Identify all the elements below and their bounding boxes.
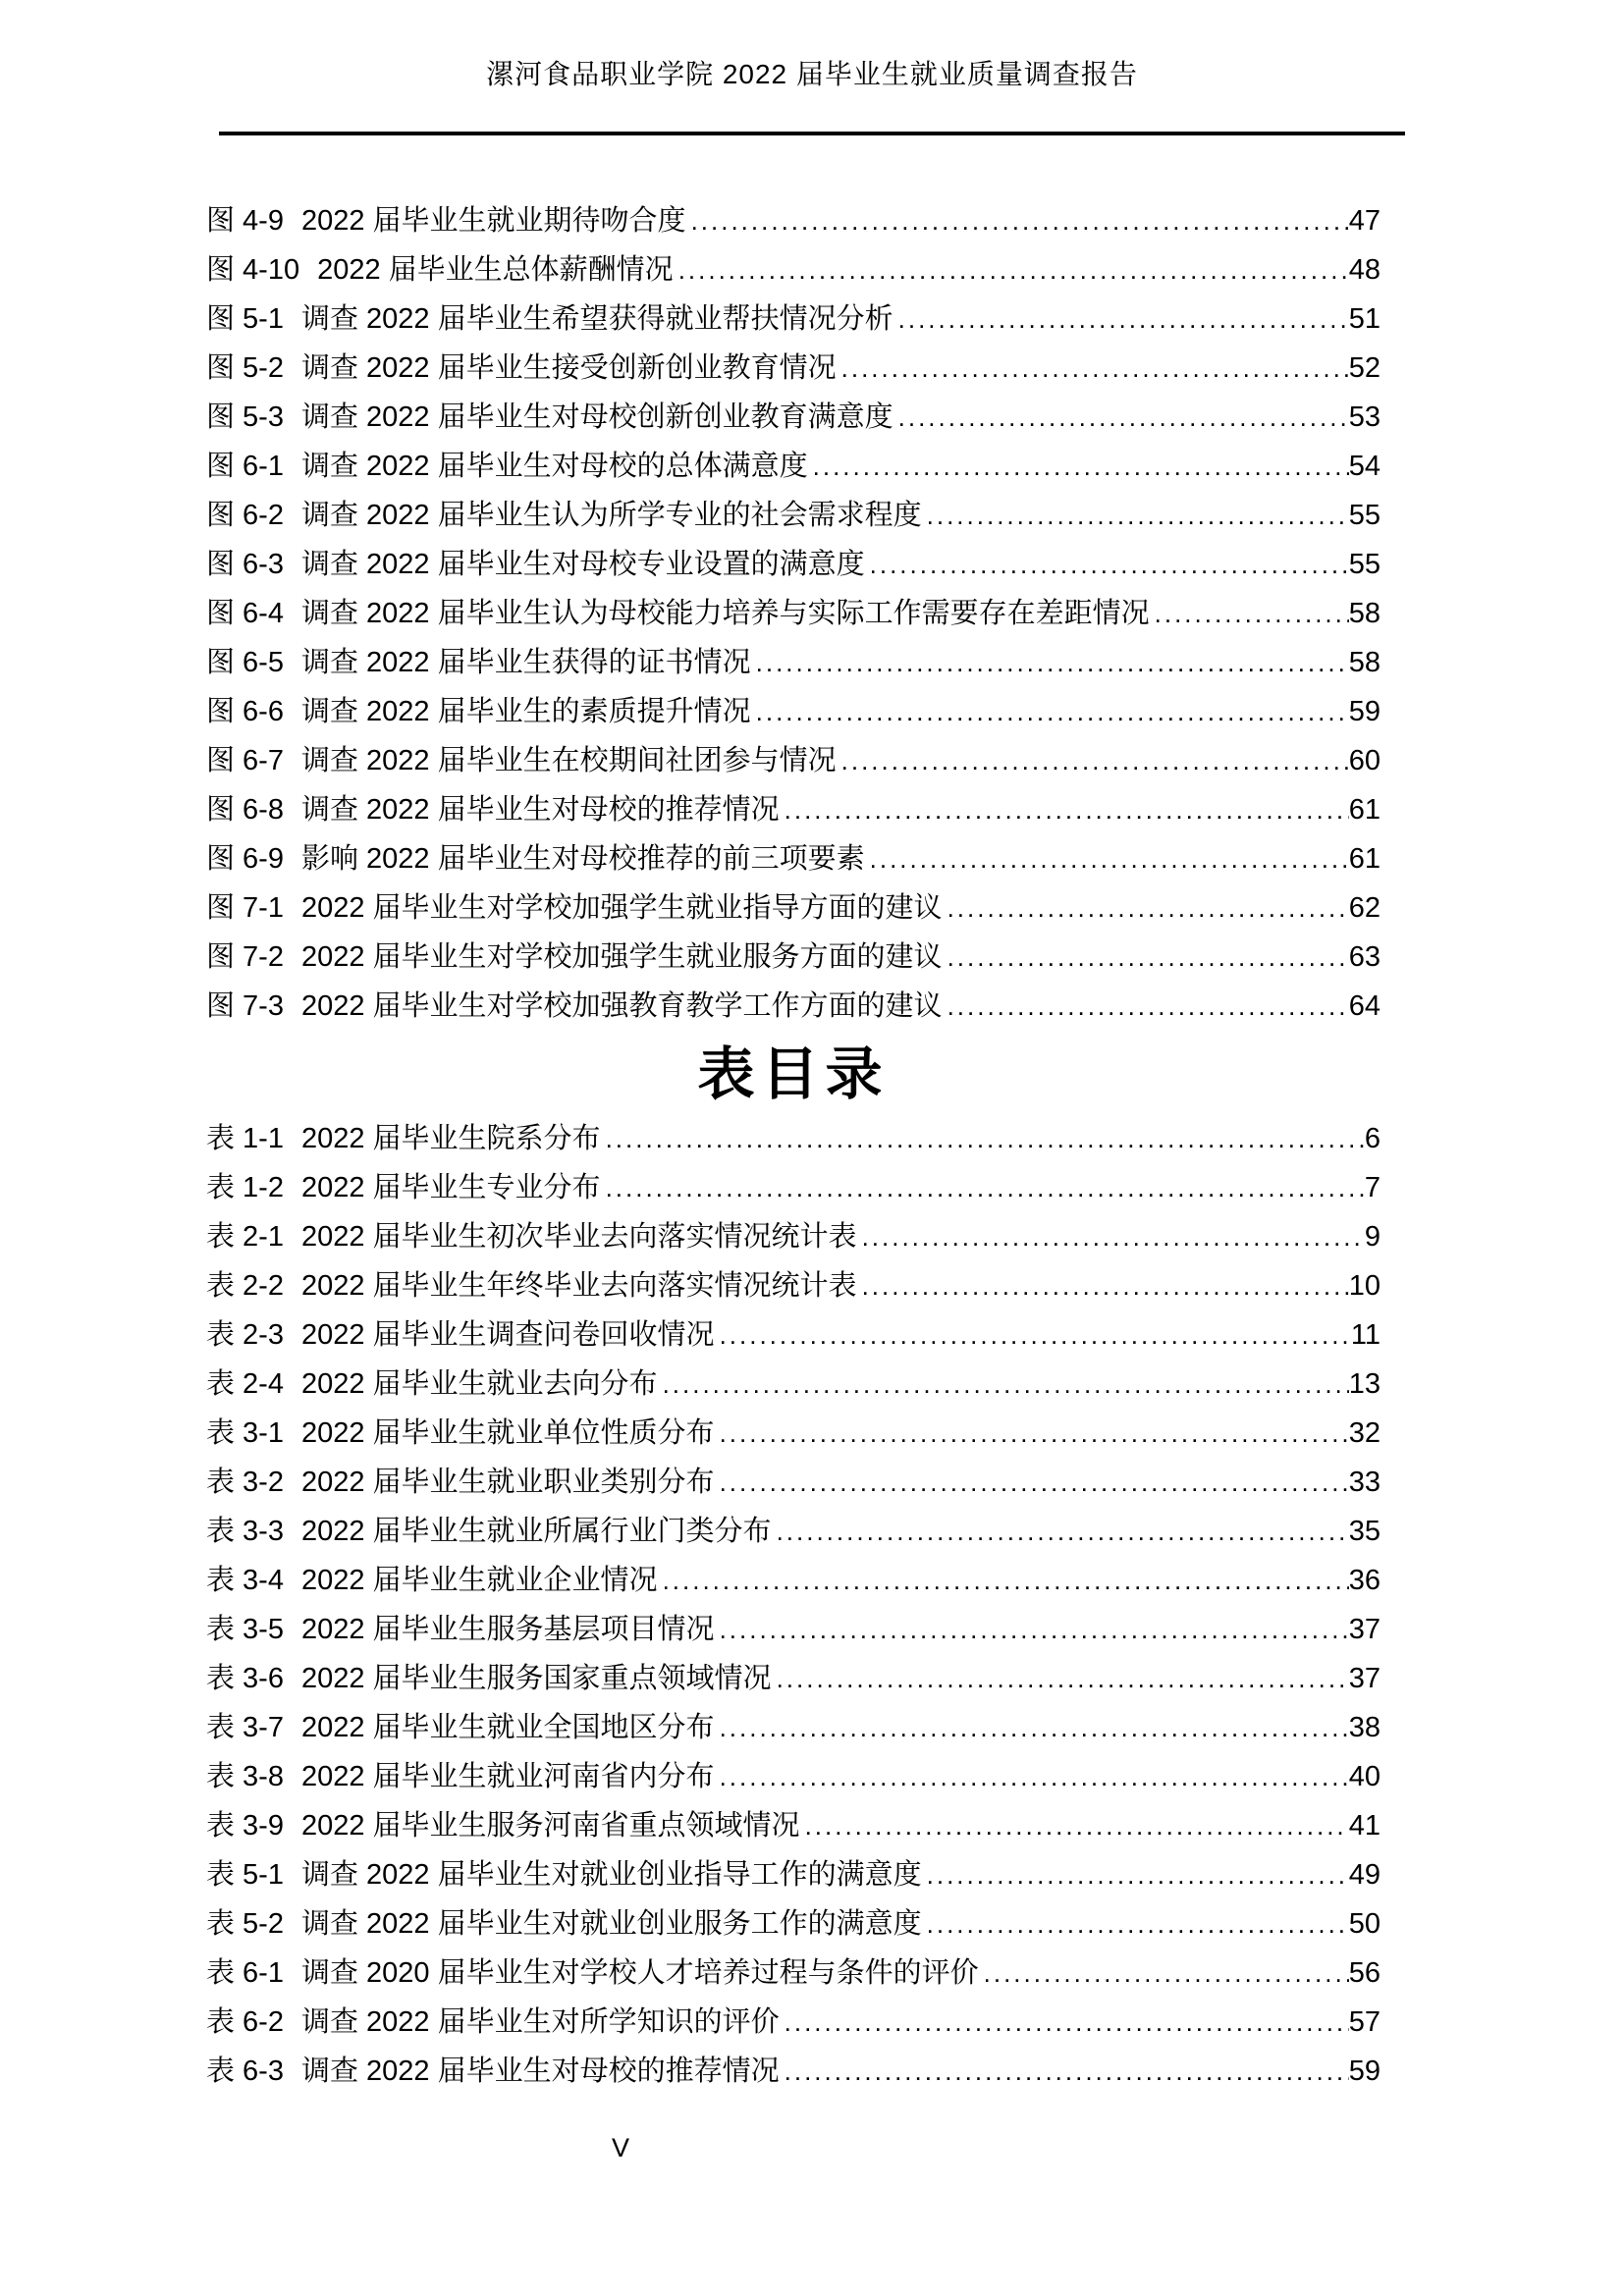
toc-entry-title: 2022 届毕业生就业河南省内分布	[300, 1761, 715, 1792]
toc-entry-label: 表 1-1	[206, 1123, 284, 1154]
toc-entry	[206, 883, 1380, 933]
dot-leader	[865, 540, 1349, 589]
dot-leader	[601, 1163, 1365, 1212]
dot-leader	[715, 1605, 1349, 1654]
toc-entry	[206, 196, 1380, 245]
toc-entry-label: 表 2-3	[206, 1319, 284, 1351]
toc-entry-label: 图 6-8	[206, 794, 284, 826]
dot-leader	[943, 883, 1349, 933]
toc-entry-title: 调查 2022 届毕业生接受创新创业教育情况	[300, 352, 837, 384]
toc-entry-label: 表 5-2	[206, 1908, 284, 1940]
toc-entry-title: 调查 2022 届毕业生对就业创业服务工作的满意度	[300, 1908, 922, 1940]
toc-entry-title: 2022 届毕业生对学校加强学生就业指导方面的建议	[300, 892, 943, 924]
toc-entry-page: 36	[1348, 1565, 1380, 1596]
toc-entry-page: 58	[1348, 647, 1380, 678]
toc-entry-page: 13	[1348, 1368, 1380, 1400]
toc-entry-page: 56	[1348, 1957, 1380, 1989]
toc-entry-label: 表 5-1	[206, 1859, 284, 1891]
toc-entry-title: 2022 届毕业生专业分布	[300, 1172, 601, 1203]
toc-entry-label: 图 5-2	[206, 352, 284, 384]
dot-leader	[715, 1409, 1349, 1458]
toc-entry	[206, 687, 1380, 736]
toc-entry	[206, 785, 1380, 834]
toc-entry-page: 7	[1364, 1172, 1380, 1203]
toc-entry	[206, 245, 1380, 294]
toc-entry-page: 54	[1348, 451, 1380, 482]
toc-entry-label: 图 6-4	[206, 598, 284, 629]
toc-entry	[206, 1310, 1380, 1360]
running-header: 漯河食品职业学院 2022 届毕业生就业质量调查报告	[486, 59, 1138, 89]
dot-leader	[1150, 589, 1349, 638]
toc-entry-label: 表 6-3	[206, 2056, 284, 2087]
toc-entry-title: 2022 届毕业生服务国家重点领域情况	[300, 1663, 772, 1694]
dot-leader	[943, 933, 1349, 982]
toc-entry-label: 表 1-2	[206, 1172, 284, 1203]
toc-entry-page: 57	[1348, 2006, 1380, 2038]
dot-leader	[751, 687, 1349, 736]
toc-entry-label: 表 2-4	[206, 1368, 284, 1400]
toc-entry-title: 2022 届毕业生就业全国地区分布	[300, 1712, 715, 1743]
toc-entry-title: 2022 届毕业生就业单位性质分布	[300, 1417, 715, 1449]
toc-entry-title: 调查 2022 届毕业生认为所学专业的社会需求程度	[300, 500, 922, 531]
toc-entry-page: 60	[1348, 745, 1380, 776]
toc-entry-title: 2022 届毕业生服务河南省重点领域情况	[300, 1810, 800, 1842]
toc-entry-label: 图 6-2	[206, 500, 284, 531]
toc-entry-label: 图 6-9	[206, 843, 284, 875]
toc-entry-page: 38	[1348, 1712, 1380, 1743]
dot-leader	[715, 1458, 1349, 1507]
toc-entry	[206, 1801, 1380, 1850]
dot-leader	[865, 834, 1349, 883]
toc-entry-page: 61	[1348, 843, 1380, 875]
dot-leader	[674, 245, 1349, 294]
toc-entry-page: 59	[1348, 696, 1380, 727]
toc-entry-title: 2022 届毕业生就业期待吻合度	[300, 205, 686, 237]
page-content	[206, 196, 1380, 2096]
toc-entry	[206, 1163, 1380, 1212]
tables-toc-list	[206, 1114, 1380, 2096]
toc-entry	[206, 442, 1380, 491]
toc-entry-title: 调查 2022 届毕业生对母校专业设置的满意度	[300, 549, 865, 580]
toc-entry-page: 47	[1348, 205, 1380, 237]
dot-leader	[601, 1114, 1365, 1163]
toc-entry	[206, 982, 1380, 1031]
dot-leader	[715, 1752, 1349, 1801]
dot-leader	[922, 1899, 1349, 1949]
toc-entry	[206, 294, 1380, 344]
toc-entry-label: 图 6-7	[206, 745, 284, 776]
toc-entry-label: 图 4-10	[206, 254, 300, 286]
toc-entry-title: 2022 届毕业生初次毕业去向落实情况统计表	[300, 1221, 857, 1253]
toc-entry	[206, 1899, 1380, 1949]
toc-entry-title: 2022 届毕业生院系分布	[300, 1123, 601, 1154]
toc-entry-page: 63	[1348, 941, 1380, 973]
toc-entry-title: 调查 2022 届毕业生对所学知识的评价	[300, 2006, 780, 2038]
toc-entry-label: 表 3-1	[206, 1417, 284, 1449]
toc-entry-page: 52	[1348, 352, 1380, 384]
toc-entry	[206, 638, 1380, 687]
toc-entry-title: 调查 2022 届毕业生对母校的总体满意度	[300, 451, 808, 482]
toc-entry-page: 59	[1348, 2056, 1380, 2087]
toc-entry-title: 调查 2022 届毕业生获得的证书情况	[300, 647, 751, 678]
toc-entry-label: 表 3-6	[206, 1663, 284, 1694]
dot-leader	[943, 982, 1349, 1031]
dot-leader	[686, 196, 1349, 245]
toc-entry	[206, 1654, 1380, 1703]
dot-leader	[800, 1801, 1349, 1850]
dot-leader	[837, 344, 1349, 393]
toc-entry	[206, 1949, 1380, 1998]
toc-entry-page: 11	[1350, 1319, 1380, 1351]
toc-entry	[206, 1360, 1380, 1409]
toc-entry-title: 2022 届毕业生年终毕业去向落实情况统计表	[300, 1270, 857, 1302]
toc-entry	[206, 1556, 1380, 1605]
toc-entry	[206, 1703, 1380, 1752]
toc-entry-title: 2022 届毕业生总体薪酬情况	[317, 254, 674, 286]
toc-entry-page: 35	[1348, 1516, 1380, 1547]
toc-entry-label: 图 7-2	[206, 941, 284, 973]
toc-entry-title: 调查 2022 届毕业生希望获得就业帮扶情况分析	[300, 303, 893, 335]
toc-entry-title: 影响 2022 届毕业生对母校推荐的前三项要素	[300, 843, 865, 875]
dot-leader	[857, 1261, 1349, 1310]
toc-entry	[206, 933, 1380, 982]
toc-entry	[206, 736, 1380, 785]
toc-entry-page: 62	[1348, 892, 1380, 924]
page-number: V	[611, 2133, 630, 2163]
dot-leader	[780, 2047, 1349, 2096]
toc-entry-page: 50	[1348, 1908, 1380, 1940]
toc-entry-label: 图 5-3	[206, 401, 284, 433]
toc-entry-page: 49	[1348, 1859, 1380, 1891]
toc-entry-label: 表 3-3	[206, 1516, 284, 1547]
toc-entry-page: 64	[1348, 990, 1380, 1022]
toc-entry-label: 表 6-2	[206, 2006, 284, 2038]
toc-entry	[206, 393, 1380, 442]
toc-entry	[206, 491, 1380, 540]
toc-entry-label: 图 6-3	[206, 549, 284, 580]
toc-entry	[206, 344, 1380, 393]
dot-leader	[715, 1310, 1351, 1360]
toc-entry-label: 图 6-6	[206, 696, 284, 727]
toc-entry-title: 调查 2022 届毕业生认为母校能力培养与实际工作需要存在差距情况	[300, 598, 1150, 629]
dot-leader	[715, 1703, 1349, 1752]
toc-entry-title: 调查 2022 届毕业生对母校的推荐情况	[300, 794, 780, 826]
toc-entry	[206, 1850, 1380, 1899]
toc-entry-page: 37	[1348, 1614, 1380, 1645]
toc-entry-page: 33	[1348, 1467, 1380, 1498]
toc-entry-title: 2022 届毕业生就业所属行业门类分布	[300, 1516, 772, 1547]
toc-entry	[206, 1114, 1380, 1163]
toc-entry-page: 41	[1348, 1810, 1380, 1842]
toc-entry-label: 表 6-1	[206, 1957, 284, 1989]
toc-entry-page: 37	[1348, 1663, 1380, 1694]
toc-entry-label: 表 2-2	[206, 1270, 284, 1302]
dot-leader	[922, 491, 1349, 540]
toc-entry-title: 调查 2020 届毕业生对学校人才培养过程与条件的评价	[300, 1957, 979, 1989]
dot-leader	[658, 1556, 1349, 1605]
toc-entry-label: 图 4-9	[206, 205, 284, 237]
toc-entry-page: 6	[1364, 1123, 1380, 1154]
toc-entry-label: 表 3-4	[206, 1565, 284, 1596]
toc-entry	[206, 2047, 1380, 2096]
toc-entry-label: 表 3-8	[206, 1761, 284, 1792]
dot-leader	[837, 736, 1349, 785]
toc-entry-page: 48	[1348, 254, 1380, 286]
toc-entry	[206, 834, 1380, 883]
toc-entry-title: 2022 届毕业生对学校加强教育教学工作方面的建议	[300, 990, 943, 1022]
toc-entry-title: 调查 2022 届毕业生在校期间社团参与情况	[300, 745, 837, 776]
toc-entry-label: 表 3-5	[206, 1614, 284, 1645]
dot-leader	[893, 393, 1349, 442]
toc-entry-page: 40	[1348, 1761, 1380, 1792]
toc-entry-title: 调查 2022 届毕业生对母校的推荐情况	[300, 2056, 780, 2087]
toc-entry-title: 调查 2022 届毕业生的素质提升情况	[300, 696, 751, 727]
toc-entry-title: 调查 2022 届毕业生对母校创新创业教育满意度	[300, 401, 893, 433]
tables-toc-heading: 表目录	[697, 1041, 890, 1107]
dot-leader	[772, 1654, 1349, 1703]
toc-entry-label: 表 2-1	[206, 1221, 284, 1253]
toc-entry	[206, 1752, 1380, 1801]
toc-entry-label: 表 3-9	[206, 1810, 284, 1842]
toc-entry-label: 图 6-1	[206, 451, 284, 482]
toc-entry	[206, 1261, 1380, 1310]
dot-leader	[780, 785, 1349, 834]
toc-entry-label: 表 3-7	[206, 1712, 284, 1743]
toc-entry-title: 2022 届毕业生就业去向分布	[300, 1368, 658, 1400]
toc-entry	[206, 540, 1380, 589]
dot-leader	[808, 442, 1349, 491]
dot-leader	[658, 1360, 1349, 1409]
toc-entry-page: 9	[1364, 1221, 1380, 1253]
toc-entry	[206, 589, 1380, 638]
toc-entry-label: 图 5-1	[206, 303, 284, 335]
toc-entry-page: 58	[1348, 598, 1380, 629]
toc-entry-label: 图 7-1	[206, 892, 284, 924]
toc-entry-page: 55	[1348, 549, 1380, 580]
toc-entry	[206, 1458, 1380, 1507]
toc-entry-title: 2022 届毕业生服务基层项目情况	[300, 1614, 715, 1645]
toc-entry	[206, 1998, 1380, 2047]
toc-entry-page: 51	[1348, 303, 1380, 335]
toc-entry-title: 2022 届毕业生调查问卷回收情况	[300, 1319, 715, 1351]
dot-leader	[780, 1998, 1349, 2047]
dot-leader	[751, 638, 1349, 687]
figures-toc-list	[206, 196, 1380, 1031]
toc-entry-title: 2022 届毕业生就业职业类别分布	[300, 1467, 715, 1498]
toc-entry-page: 53	[1348, 401, 1380, 433]
toc-entry-label: 图 7-3	[206, 990, 284, 1022]
dot-leader	[857, 1212, 1365, 1261]
toc-entry-page: 61	[1348, 794, 1380, 826]
toc-entry-title: 2022 届毕业生就业企业情况	[300, 1565, 658, 1596]
toc-entry-title: 2022 届毕业生对学校加强学生就业服务方面的建议	[300, 941, 943, 973]
header-rule	[219, 132, 1405, 135]
dot-leader	[979, 1949, 1349, 1998]
toc-entry	[206, 1212, 1380, 1261]
dot-leader	[922, 1850, 1349, 1899]
toc-entry-page: 32	[1348, 1417, 1380, 1449]
toc-entry	[206, 1409, 1380, 1458]
dot-leader	[893, 294, 1349, 344]
toc-entry	[206, 1605, 1380, 1654]
toc-entry-title: 调查 2022 届毕业生对就业创业指导工作的满意度	[300, 1859, 922, 1891]
dot-leader	[772, 1507, 1349, 1556]
toc-entry-page: 10	[1348, 1270, 1380, 1302]
toc-entry-label: 表 3-2	[206, 1467, 284, 1498]
toc-entry-label: 图 6-5	[206, 647, 284, 678]
toc-entry	[206, 1507, 1380, 1556]
toc-entry-page: 55	[1348, 500, 1380, 531]
